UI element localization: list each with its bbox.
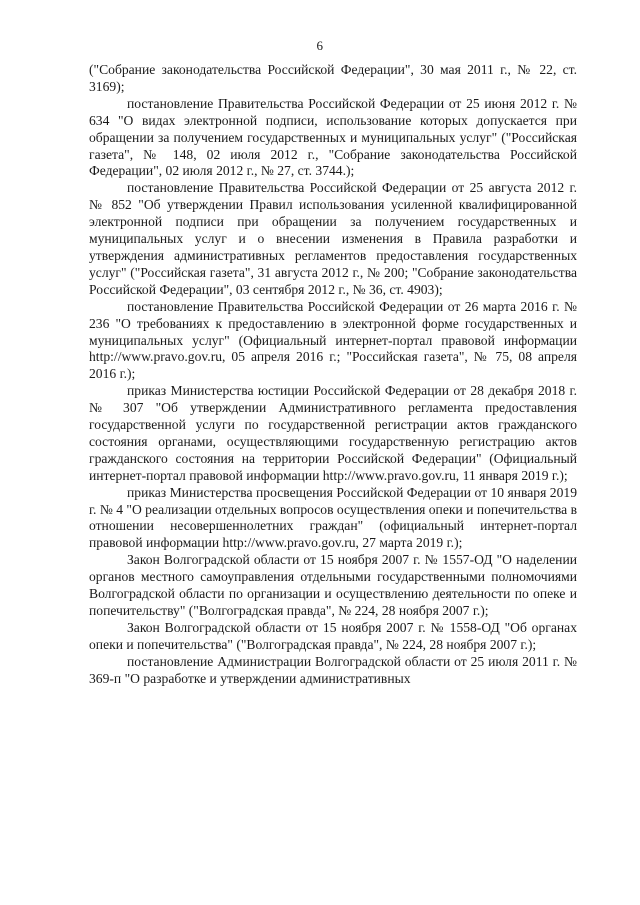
paragraph-6: приказ Министерства просвещения Российской Федерации от 10 января 2019 г. № 4 "О реализации отдельных вопросов осуществления опеки и попечительства в отношении несовершеннолетних граждан" (официальный интернет-портал правовой информации http://www.pravo.gov.ru, 27 марта 2019 г.);: [89, 484, 577, 551]
page-number: 6: [316, 38, 324, 53]
paragraph-2: постановление Правительства Российской Федерации от 25 июня 2012 г. № 634 "О видах электронной подписи, использование которых допускается при обращении за получением государственных и муниципальных услуг" ("Российская газета", № 148, 02 июля 2012 г., "Собрание законодательства Российской Федерации", 02 июля 2012 г., № 27, ст. 3744.);: [89, 95, 577, 179]
paragraph-9: постановление Администрации Волгоградской области от 25 июля 2011 г. № 369-п "О разработке и утверждении административных: [89, 653, 577, 686]
paragraph-8: Закон Волгоградской области от 15 ноября 2007 г. № 1558-ОД "Об органах опеки и попечительства" ("Волгоградская правда", № 224, 28 ноября 2007 г.);: [89, 619, 577, 652]
paragraph-3: постановление Правительства Российской Федерации от 25 августа 2012 г. № 852 "Об утверждении Правил использования усиленной квалифицированной электронной подписи при обращении за получением государственных и муниципальных услуг и о внесении изменения в Правила разработки и утверждения административных регламентов предоставления государственных услуг" ("Российская газета", 31 августа 2012 г., № 200; "Собрание законодательства Российской Федерации", 03 сентября 2012 г., № 36, ст. 4903);: [89, 180, 577, 297]
paragraph-5: приказ Министерства юстиции Российской Федерации от 28 декабря 2018 г. № 307 "Об утверждении Административного регламента предоставления государственной услуги по государственной регистрации актов гражданского состояния органами, осуществляющими государственную регистрацию актов гражданского состояния на территории Российской Федерации" (Официальный интернет-портал правовой информации http://www.pravo.gov.ru, 11 января 2019 г.);: [89, 383, 577, 483]
paragraph-4: постановление Правительства Российской Федерации от 26 марта 2016 г. № 236 "О требованиях к предоставлению в электронной форме государственных и муниципальных услуг" (Официальный интернет-портал правовой информации http://www.pravo.gov.ru, 05 апреля 2016 г.; "Российская газета", № 75, 08 апреля 2016 г.);: [89, 298, 577, 382]
paragraph-7: Закон Волгоградской области от 15 ноября 2007 г. № 1557-ОД "О наделении органов местного самоуправления отдельными государственными полномочиями Волгоградской области по организации и осуществлению деятельности по опеке и попечительству" ("Волгоградская правда", № 224, 28 ноября 2007 г.);: [89, 552, 577, 618]
document-body: [89, 62, 577, 688]
paragraph-1: ("Собрание законодательства Российской Федерации", 30 мая 2011 г., № 22, ст. 3169);: [89, 62, 577, 94]
